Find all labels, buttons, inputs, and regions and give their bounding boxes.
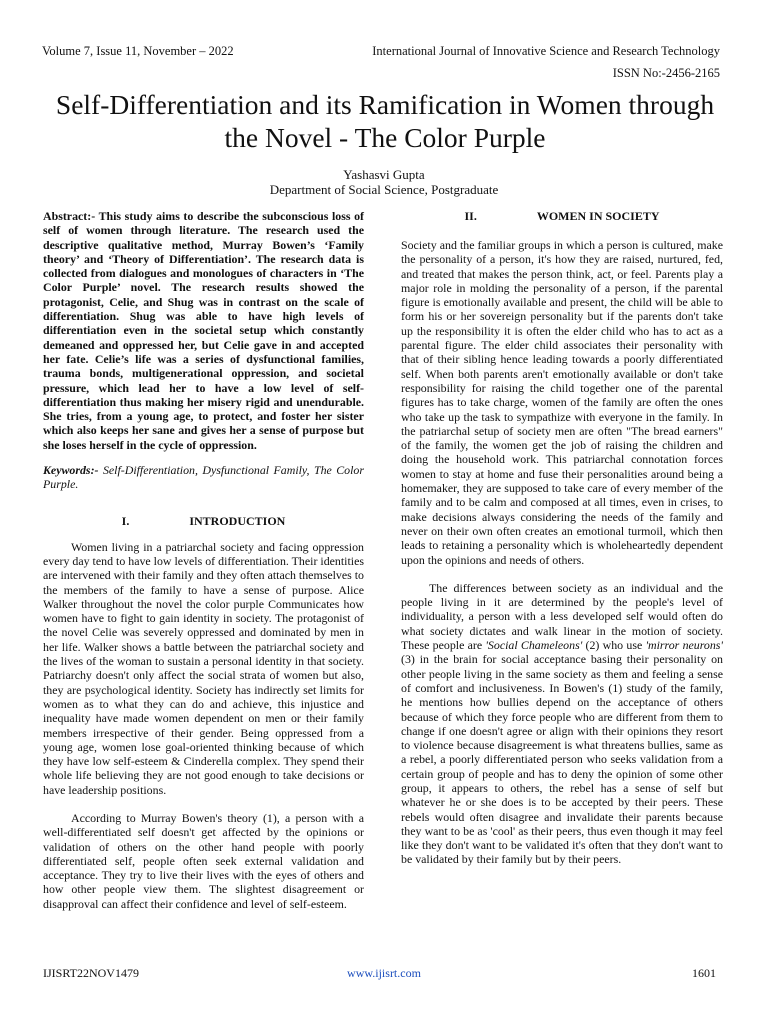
intro-paragraph-1: Women living in a patriarchal society and facing oppression every day tend to have low levels of differentiation. Their identities are intervened with their family and they often attach themselves to the members of the family to have a sense of purpose. Alice Walker throughout the novel the color purple Communicates how women have to fight to gain identity in society. The protagonist of the novel Celie was severely oppressed and dominated by men in her life. Walker shows a battle between the patriarchal society and the lives of the woman to sustain a personal identity in that society. Patriarchy doesn't only affect the social strata of women but also, they are psychological identity. Society has indirectly set limits for women as to what they can do and achieve, this injustice and inequality have made women dependent on men or their family members irrespective of their gender. Being oppressed from a young age, women lose goal-oriented thinking because of which they have low self-esteem & Cinderella complex. They spend their whole life believing they are not good enough to take decisions or have leadership positions. bbox=[43, 539, 364, 797]
journal-url-link[interactable]: www.ijisrt.com bbox=[347, 966, 421, 980]
paper-title: Self-Differentiation and its Ramification in Women through the Novel - The Color Purple bbox=[55, 89, 715, 153]
section-heading-women-in-society bbox=[401, 209, 723, 224]
page-number: 1601 bbox=[692, 966, 716, 980]
journal-name: International Journal of Innovative Science and Research Technology bbox=[372, 44, 720, 58]
issn: ISSN No:-2456-2165 bbox=[612, 66, 720, 80]
section-number: II. bbox=[464, 209, 477, 223]
article-id: IJISRT22NOV1479 bbox=[43, 966, 139, 980]
keywords-text: Self-Differentiation, Dysfunctional Family, The Color Purple. bbox=[43, 463, 364, 492]
keywords-label: Keywords:- bbox=[43, 463, 99, 478]
italic-term: 'Social Chameleons' bbox=[485, 638, 583, 653]
section-title: WOMEN IN SOCIETY bbox=[536, 209, 660, 223]
italic-term: 'mirror neurons' bbox=[645, 638, 723, 653]
author-name: Yashasvi Gupta bbox=[343, 167, 425, 182]
abstract-label: Abstract:- bbox=[43, 209, 96, 223]
volume-issue: Volume 7, Issue 11, November – 2022 bbox=[42, 44, 234, 58]
text-run: (2) who use bbox=[582, 638, 646, 653]
abstract bbox=[43, 209, 364, 452]
women-paragraph-1: Society and the familiar groups in which a person is cultured, make the personality of a person, it's how they are raised, nurtured, fed, and treated that makes the person think, act, or feel. Parents play a major role in molding the personality of a person, if the parental figure is emotionally available and present, the child will be able to form his or her sovereign personality but if the parents don't take up the responsibility it is often the elder child who has to act as a parental figure. The elder child associates their personality with that of their sibling hence leading towards a poorly differentiated self. When both parents aren't emotionally available or don't take responsibility for raising the child together one of the parental figures has to take charge, women of the family are often the ones who take up the task to sympathize with everyone in the family. In the patriarchal setup of society men are often "The bread earners" of the family, the women get the job of raising the children and doing the household work. This patriarchal connotation forces women to stay at home and fuse their personalities around being a homemaker, they are supposed to take care of every member of the family and to be calm and composed at all times, even in crises, to make decisions always considering the needs of the family and never on their own often creates an emotional turmoil, which then leads to retaining a personality which is wholeheartedly dependent upon the opinions and needs of others. bbox=[401, 238, 723, 567]
author-affiliation: Department of Social Science, Postgraduate bbox=[269, 182, 499, 197]
section-number: I. bbox=[121, 513, 130, 528]
text-run: The differences between society as an individual and the people living in it are determined by the people's level of individuality, a person with a less developed self would often do what society dictates and walk linear in the motion of society. These people are bbox=[401, 580, 723, 653]
keywords bbox=[43, 463, 364, 492]
right-column bbox=[401, 209, 723, 867]
women-paragraph-2 bbox=[401, 581, 723, 867]
abstract-text: This study aims to describe the subconscious loss of self of women through literature. The research used the descriptive qualitative method, Murray Bowen’s ‘Family theory’ and ‘Theory of Differentiation’. The research data is collected from dialogues and monologues of characters in ‘The Color Purple’ novel. The research results showed the protagonist, Celie, and Shug was in contrast on the scale of differentiation. Shug was able to have high levels of differentiation even in the societal setup which constantly demeaned and oppressed her, but Celie gave in and accepted her fate. Celie’s life was a series of dysfunctional families, trauma bonds, multigenerational oppression, and societal pressure, which lead her to have a low level of self-differentiation thus making her misery rigid and unendurable. She tries, from a young age, to protect, and foster her sister which also keeps her sane and gives her a sense of purpose but she loses herself in the cycle of oppression. bbox=[43, 209, 365, 452]
section-heading-introduction bbox=[43, 514, 364, 529]
text-run: (3) in the brain for social acceptance basing their personality on other people living in the same society as them and feeling a sense of comfort and inclusiveness. In Bowen's (1) study of the family, he mentions how bullies depend on the acceptance of others because of which they force people who are different from them to change if one doesn't agree or align with their opinions they resort to violence because disagreement is what threatens bullies, same as a rebel, a poorly differentiated person who seeks validation from a certain group of people and has to deny the opinion of some other group, it appears to others, the rebel has a sense of self but whatever he or she does is to be accepted by their peers. These rebels would often disagree and invalidate their parents because they want to be as 'cool' as their peers, thus even though it may feel like they don't want to be validated it's often that they don't want to be validated by their family but by their peers. bbox=[401, 652, 723, 867]
left-column bbox=[43, 209, 364, 911]
section-title: INTRODUCTION bbox=[189, 513, 286, 528]
intro-paragraph-2: According to Murray Bowen's theory (1), a person with a well-differentiated self doesn't get affected by the opinions or validation of others on the other hand people with poorly differentiated self, people often seek external validation and acceptance. They try to live their lives with the eyes of others and how other people view them. The slightest disagreement or disapproval can affect their confidence and level of self-esteem. bbox=[43, 810, 364, 911]
